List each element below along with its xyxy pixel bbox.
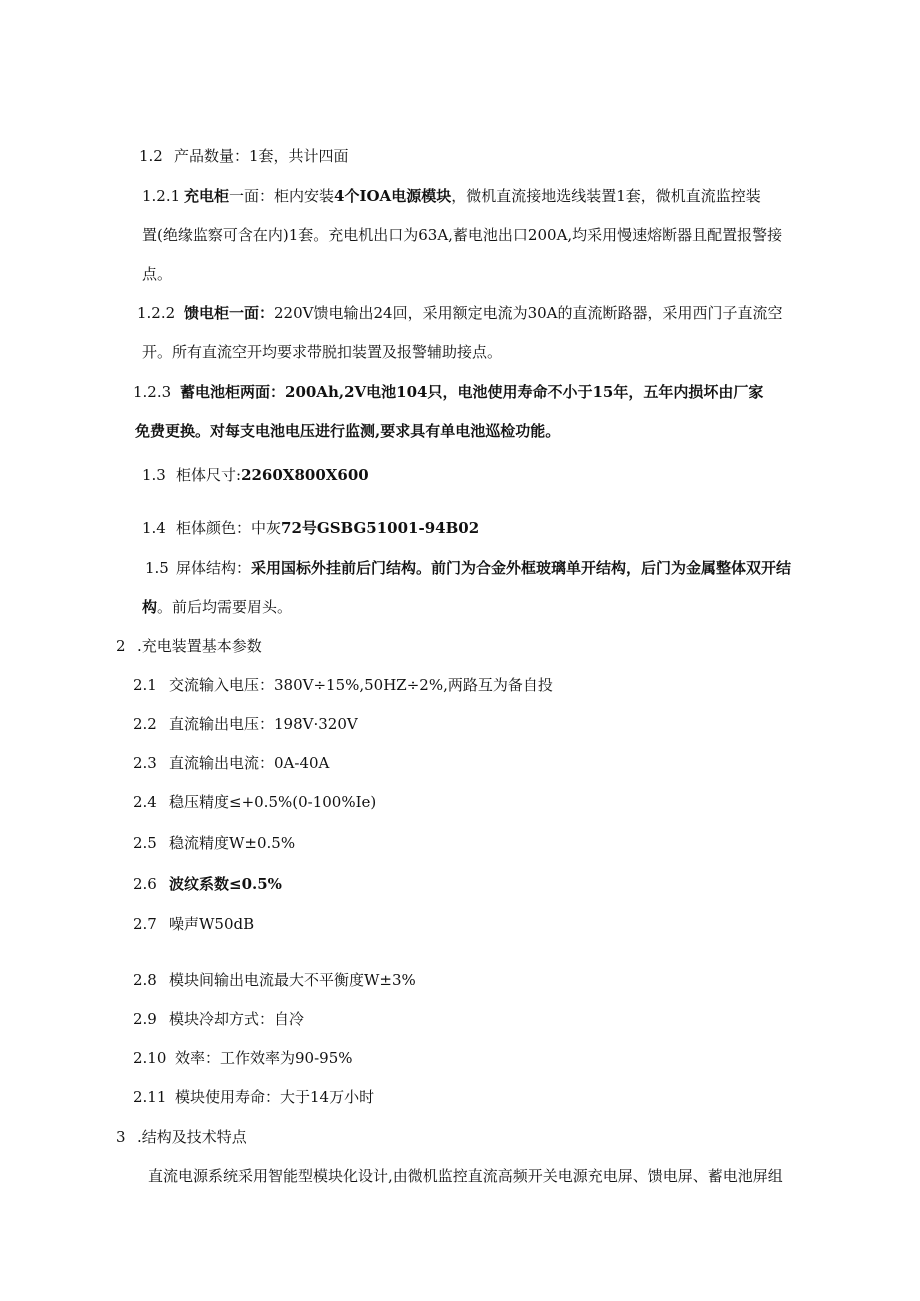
section-number: 1.2.3: [133, 383, 172, 401]
section-number: 1.2.1: [142, 187, 181, 205]
section-2-heading: 2 .充电装置基本参数: [116, 637, 262, 655]
section-number: 3: [116, 1128, 126, 1146]
param-item: 2.11 模块使用寿命：大于14万小时: [133, 1088, 375, 1106]
paragraph-line: 免费更换。对每支电池电压进行监测,要求具有单电池巡检功能。: [135, 422, 561, 440]
param-number: 2.6: [133, 875, 157, 893]
paragraph-line: 开。所有直流空开均要求带脱扣装置及报警辅助接点。: [142, 343, 503, 361]
section-number: 1.5: [145, 559, 169, 577]
paragraph-line: 置(绝缘监察可含在内)1套。充电机出口为63A,蓄电池出口200A,均采用慢速熔断器且配置报警接: [142, 226, 783, 244]
section-number: 2: [116, 637, 126, 655]
param-item: 2.3 直流输出电流：0A-40A: [133, 754, 330, 772]
param-number: 2.11: [133, 1088, 167, 1106]
section-1-3: 1.3 柜体尺寸:2260X800X600: [142, 466, 369, 484]
section-1-5: 1.5 屏体结构：采用国标外挂前后门结构。前门为合金外框玻璃单开结构，后门为金属整体双开结: [145, 559, 792, 577]
param-number: 2.1: [133, 676, 157, 694]
param-item: 2.2 直流输出电压：198V·320V: [133, 715, 358, 733]
paragraph-line: 直流电源系统采用智能型模块化设计,由微机监控直流高频开关电源充电屏、馈电屏、蓄电池屏组: [148, 1167, 783, 1185]
section-3-heading: 3 .结构及技术特点: [116, 1128, 247, 1146]
section-number: 1.4: [142, 519, 166, 537]
param-number: 2.4: [133, 793, 157, 811]
section-1-4: 1.4 柜体颜色：中灰72号GSBG51001-94B02: [142, 519, 480, 537]
param-item: 2.4 稳压精度≤+0.5%(0-100%Ie): [133, 793, 377, 811]
section-number: 1.3: [142, 466, 166, 484]
section-1-2-1: 1.2.1 充电柜一面：柜内安装4个IOA电源模块，微机直流接地选线装置1套，微机直流监控装: [142, 187, 761, 205]
param-number: 2.8: [133, 971, 157, 989]
param-item: 2.7 噪声W50dB: [133, 915, 255, 933]
param-number: 2.3: [133, 754, 157, 772]
section-1-2-3: 1.2.3 蓄电池柜两面：200Ah,2V电池104只，电池使用寿命不小于15年，五年内损坏由厂家: [133, 383, 764, 401]
param-item: 2.5 稳流精度W±0.5%: [133, 834, 296, 852]
param-number: 2.9: [133, 1010, 157, 1028]
param-item: 2.9 模块冷却方式：自冷: [133, 1010, 305, 1028]
param-number: 2.2: [133, 715, 157, 733]
param-number: 2.7: [133, 915, 157, 933]
section-1-2: 1.2 产品数量：1套，共计四面: [139, 147, 349, 165]
param-item: 2.8 模块间输出电流最大不平衡度W±3%: [133, 971, 416, 989]
paragraph-line: 构。前后均需要眉头。: [142, 598, 293, 616]
section-number: 1.2: [139, 147, 163, 165]
param-item: 2.10 效率：工作效率为90-95%: [133, 1049, 353, 1067]
section-1-2-2: 1.2.2 馈电柜一面：220V馈电输出24回，采用额定电流为30A的直流断路器，采用西门子直流空: [137, 304, 783, 322]
paragraph-line: 点。: [142, 265, 173, 283]
param-number: 2.10: [133, 1049, 167, 1067]
param-item: 2.1 交流输入电压：380V÷15%,50HZ÷2%,两路互为备自投: [133, 676, 553, 694]
section-number: 1.2.2: [137, 304, 176, 322]
param-item: 2.6 波纹系数≤0.5%: [133, 875, 282, 893]
param-number: 2.5: [133, 834, 157, 852]
